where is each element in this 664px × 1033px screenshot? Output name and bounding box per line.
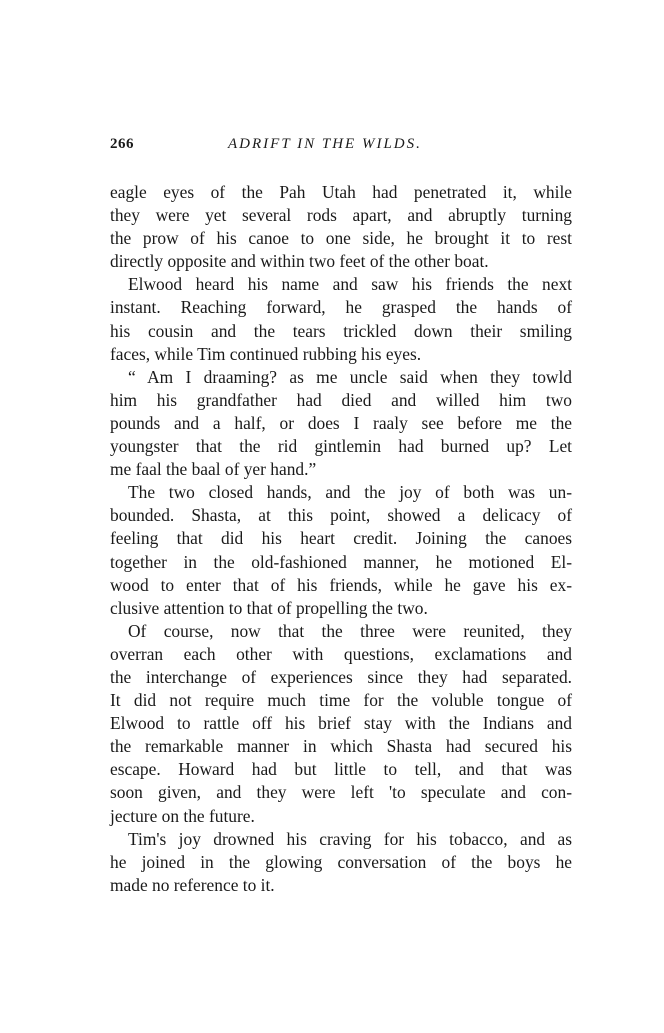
page-number: 266 bbox=[110, 136, 134, 152]
body-text bbox=[110, 181, 572, 897]
text-line: made no reference to it. bbox=[110, 874, 275, 895]
text-line: feeling that did his heart credit. Joining the canoes bbox=[110, 528, 572, 549]
text-line: It did not require much time for the voluble tongue of bbox=[110, 690, 572, 711]
running-title: ADRIFT IN THE WILDS. bbox=[228, 136, 422, 152]
text-line: the interchange of experiences since they had separated. bbox=[110, 666, 572, 687]
text-line: overran each other with questions, exclamations and bbox=[110, 643, 572, 664]
text-line: escape. Howard had but little to tell, and that was bbox=[110, 759, 572, 780]
text-line: me faal the baal of yer hand.” bbox=[110, 459, 317, 480]
text-line: instant. Reaching forward, he grasped the hands of bbox=[110, 297, 572, 318]
text-line: youngster that the rid gintlemin had burned up? Let bbox=[110, 436, 572, 457]
text-line: “ Am I draaming? as me uncle said when they towld bbox=[128, 366, 572, 387]
text-line: the prow of his canoe to one side, he brought it to rest bbox=[110, 228, 572, 249]
text-line: his cousin and the tears trickled down their smiling bbox=[110, 320, 572, 341]
text-line: the remarkable manner in which Shasta had secured his bbox=[110, 736, 572, 757]
text-line: directly opposite and within two feet of the other boat. bbox=[110, 251, 489, 272]
text-line: Of course, now that the three were reunited, they bbox=[128, 620, 572, 641]
text-line: faces, while Tim continued rubbing his eyes. bbox=[110, 343, 422, 364]
text-line: Tim's joy drowned his craving for his tobacco, and as bbox=[128, 828, 572, 849]
text-line: together in the old-fashioned manner, he motioned El- bbox=[110, 551, 572, 572]
text-line: wood to enter that of his friends, while he gave his ex- bbox=[110, 574, 572, 595]
text-line: eagle eyes of the Pah Utah had penetrated it, while bbox=[110, 182, 572, 202]
text-line: clusive attention to that of propelling the two. bbox=[110, 597, 428, 618]
text-line: jecture on the future. bbox=[110, 805, 255, 826]
text-line: The two closed hands, and the joy of both was un- bbox=[128, 482, 572, 503]
running-head bbox=[110, 136, 572, 158]
text-line: him his grandfather had died and willed him two bbox=[110, 389, 572, 410]
text-line: Elwood to rattle off his brief stay with the Indians and bbox=[110, 713, 572, 734]
text-line: they were yet several rods apart, and abruptly turning bbox=[110, 205, 572, 226]
text-line: bounded. Shasta, at this point, showed a delicacy of bbox=[110, 505, 572, 526]
text-line: soon given, and they were left 'to speculate and con- bbox=[110, 782, 572, 803]
text-line: he joined in the glowing conversation of the boys he bbox=[110, 851, 572, 872]
text-line: pounds and a half, or does I raaly see before me the bbox=[110, 412, 572, 433]
text-line: Elwood heard his name and saw his friends the next bbox=[128, 274, 572, 295]
